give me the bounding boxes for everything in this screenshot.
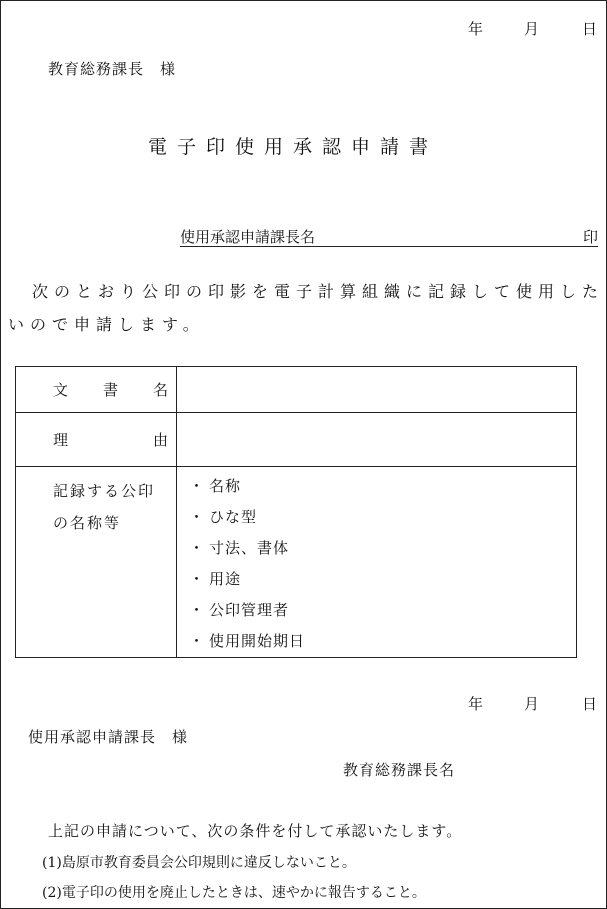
approval-date-month: 月 <box>524 695 540 713</box>
request-text-line2: いので申請します。 <box>8 315 205 334</box>
approval-addressee: 使用承認申請課長 様 <box>28 728 189 746</box>
request-text-line1: 次のとおり公印の印影を電子計算組織に記録して使用した <box>32 282 605 301</box>
approver-name: 教育総務課長名 <box>343 761 456 779</box>
bullet-icon: ・ <box>189 539 206 557</box>
doc-name-label: 文 書 名 <box>53 381 168 399</box>
seal-items-cell <box>177 467 577 658</box>
bullet-icon: ・ <box>189 508 206 526</box>
header-date-month: 月 <box>524 20 540 38</box>
seal-label: 記録する公印 の名称等 <box>53 482 156 532</box>
bullet-icon: ・ <box>189 477 206 495</box>
bullet-icon: ・ <box>189 570 206 588</box>
seal-label-cell <box>16 467 177 658</box>
addressee: 教育総務課長 様 <box>48 60 177 78</box>
applicant-line <box>180 226 598 247</box>
list-item: ・ 用途 <box>189 564 576 595</box>
list-item: ・ 使用開始期日 <box>189 626 576 657</box>
seal-info-row <box>16 467 577 658</box>
bullet-icon: ・ <box>189 601 206 619</box>
applicant-label: 使用承認申請課長名 <box>180 228 316 246</box>
reason-field[interactable] <box>177 413 577 467</box>
seal-mark: 印 <box>582 228 598 246</box>
header-date-day: 日 <box>582 20 598 38</box>
reason-row <box>16 413 577 467</box>
approval-date-year: 年 <box>468 695 484 713</box>
list-item: ・ 名称 <box>189 471 576 502</box>
condition-2: (2)電子印の使用を廃止したときは、速やかに報告すること。 <box>42 885 426 901</box>
list-item: ・ ひな型 <box>189 502 576 533</box>
doc-name-row <box>16 367 577 413</box>
condition-1: (1)島原市教育委員会公印規則に違反しないこと。 <box>42 855 356 871</box>
page-title: 電子印使用承認申請書 <box>148 136 439 158</box>
approval-statement: 上記の申請について、次の条件を付して承認いたします。 <box>48 822 463 840</box>
bullet-icon: ・ <box>189 632 206 650</box>
list-item: ・ 寸法、書体 <box>189 533 576 564</box>
reason-label-cell <box>16 413 177 467</box>
header-date-year: 年 <box>468 20 484 38</box>
reason-label: 理 由 <box>53 431 168 449</box>
request-form-table <box>15 366 577 658</box>
doc-name-field[interactable] <box>177 367 577 413</box>
doc-name-label-cell <box>16 367 177 413</box>
approval-date-day: 日 <box>582 695 598 713</box>
seal-items-list <box>177 467 576 657</box>
list-item: ・ 公印管理者 <box>189 595 576 626</box>
